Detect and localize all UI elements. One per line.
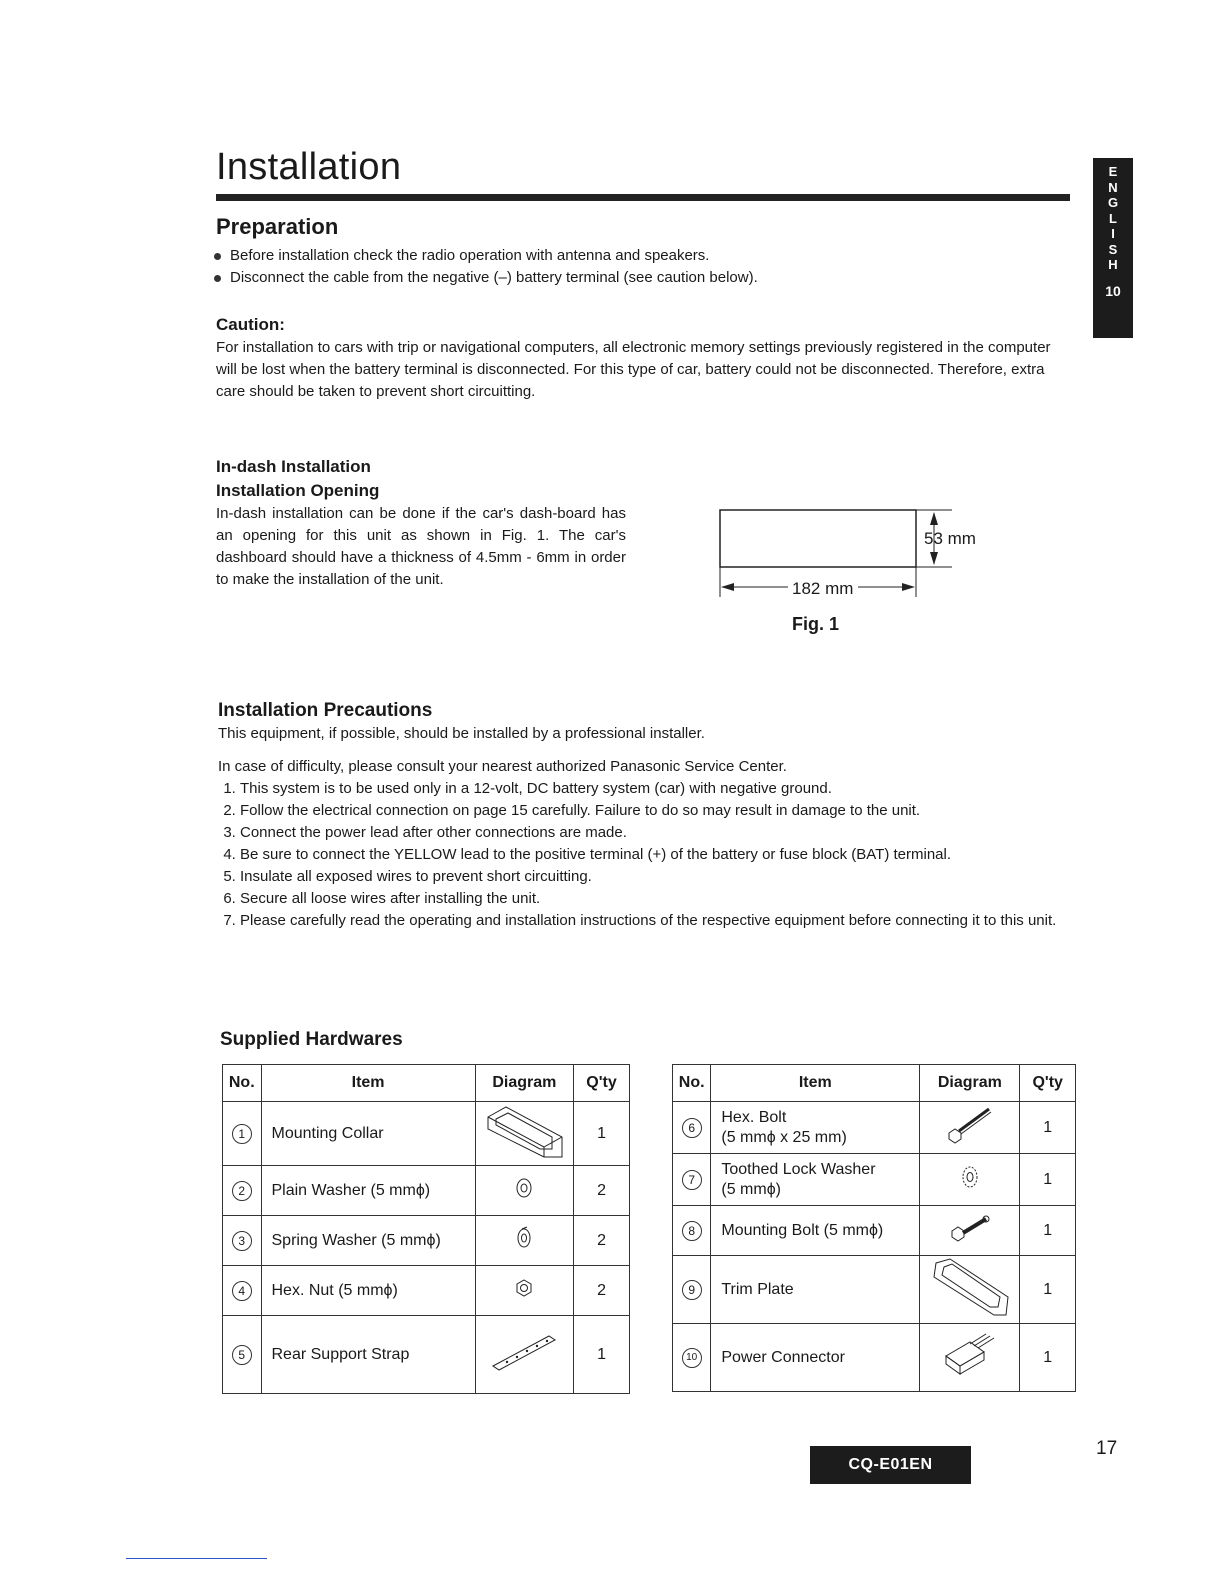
hex-nut-icon [475,1266,573,1316]
list-item: 3. Connect the power lead after other connections are made. [240,822,1080,844]
item-name: Plain Washer (5 mmϕ) [261,1166,475,1216]
item-name: Spring Washer (5 mmϕ) [261,1216,475,1266]
mounting-bolt-icon [920,1206,1020,1256]
figure-1 [712,505,1012,615]
item-qty: 2 [574,1266,630,1316]
support-strap-icon [475,1316,573,1394]
item-name: Mounting Collar [261,1102,475,1166]
bottom-rule [126,1558,267,1559]
indash-text: In-dash installation can be done if the car's dash-board has an opening for this unit as shown in Fig. 1. The car's dashboard should have a thickness of 4.5mm - 6mm in order to make the installation of the unit. [216,505,626,588]
item-name: Toothed Lock Washer (5 mmϕ) [711,1154,920,1206]
table-row [223,1266,630,1316]
item-number: 10 [682,1348,702,1368]
plain-washer-icon [475,1166,573,1216]
item-name: Mounting Bolt (5 mmϕ) [711,1206,920,1256]
height-label: 53 mm [924,529,976,548]
table-row [223,1166,630,1216]
precautions-intro: This equipment, if possible, should be installed by a professional installer. [218,725,705,742]
indash-heading: In-dash Installation [216,457,371,476]
list-item: 7. Please carefully read the operating and installation instructions of the respective equipment before connecting it to this unit. [240,910,1080,932]
table-row [673,1154,1076,1206]
preparation-heading: Preparation [216,214,339,239]
page-title: Installation [216,146,402,188]
spring-washer-icon [475,1216,573,1266]
table-row [223,1102,630,1166]
item-number: 7 [682,1170,702,1190]
model-number-badge: CQ-E01EN [810,1446,971,1484]
col-diagram: Diagram [475,1065,573,1102]
col-qty: Q'ty [574,1065,630,1102]
item-name: Power Connector [711,1324,920,1392]
caution-text: For installation to cars with trip or navigational computers, all electronic memory settings previously registered in the computer will be lost when the battery terminal is disconnected. For this type of car, battery could not be disconnected. Therefore, extra care should be taken to prevent short circuitting. [216,339,1051,400]
mounting-collar-icon [475,1102,573,1166]
hardware-heading: Supplied Hardwares [220,1029,403,1050]
table-header-row [673,1065,1076,1102]
list-item: 5. Insulate all exposed wires to prevent short circuitting. [240,866,1080,888]
opening-diagram [712,505,1012,615]
table-row [673,1256,1076,1324]
installation-opening-heading: Installation Opening [216,481,380,500]
language-letters: E N G L I S H [1107,164,1119,272]
table-row [673,1102,1076,1154]
table-header-row [223,1065,630,1102]
item-qty: 1 [1020,1102,1076,1154]
item-name: Rear Support Strap [261,1316,475,1394]
hex-bolt-icon [920,1102,1020,1154]
power-connector-icon [920,1324,1020,1392]
item-number: 9 [682,1280,702,1300]
item-name: Hex. Bolt (5 mmϕ x 25 mm) [711,1102,920,1154]
table-row [673,1324,1076,1392]
precautions-list [218,778,1080,932]
col-diagram: Diagram [920,1065,1020,1102]
list-item: 4. Be sure to connect the YELLOW lead to the positive terminal (+) of the battery or fuse block (BAT) terminal. [240,844,1080,866]
list-item: 2. Follow the electrical connection on page 15 carefully. Failure to do so may result in damage to the unit. [240,800,1080,822]
list-item: 1. This system is to be used only in a 12-volt, DC battery system (car) with negative ground. [240,778,1080,800]
item-qty: 1 [1020,1256,1076,1324]
list-item: Disconnect the cable from the negative (–) battery terminal (see caution below). [214,267,1074,289]
item-name: Hex. Nut (5 mmϕ) [261,1266,475,1316]
item-number: 1 [232,1124,252,1144]
list-item: 6. Secure all loose wires after installing the unit. [240,888,1080,910]
precautions-intro-2: In case of difficulty, please consult your nearest authorized Panasonic Service Center. [218,758,787,775]
lock-washer-icon [920,1154,1020,1206]
item-number: 3 [232,1231,252,1251]
item-number: 2 [232,1181,252,1201]
item-qty: 2 [574,1216,630,1266]
hardware-table-left [222,1064,630,1394]
trim-plate-icon [920,1256,1020,1324]
item-name: Trim Plate [711,1256,920,1324]
precautions-heading: Installation Precautions [218,700,433,721]
list-item: Before installation check the radio operation with antenna and speakers. [214,245,1074,267]
language-side-tab [1093,158,1133,338]
col-qty: Q'ty [1020,1065,1076,1102]
item-qty: 1 [1020,1206,1076,1256]
item-number: 4 [232,1281,252,1301]
item-qty: 1 [574,1316,630,1394]
figure-caption: Fig. 1 [792,614,840,634]
hardware-table-right [672,1064,1076,1392]
item-qty: 2 [574,1166,630,1216]
item-qty: 1 [574,1102,630,1166]
item-qty: 1 [1020,1324,1076,1392]
table-row [223,1316,630,1394]
col-no: No. [223,1065,262,1102]
preparation-list [214,245,1074,289]
width-label: 182 mm [792,579,854,598]
item-number: 5 [232,1345,252,1365]
col-item: Item [261,1065,475,1102]
caution-heading: Caution: [216,315,285,334]
col-item: Item [711,1065,920,1102]
table-row [673,1206,1076,1256]
item-qty: 1 [1020,1154,1076,1206]
title-rule [216,194,1070,201]
section-number: 10 [1105,282,1121,299]
page-number: 17 [1096,1438,1118,1459]
col-no: No. [673,1065,711,1102]
item-number: 6 [682,1118,702,1138]
table-row [223,1216,630,1266]
item-number: 8 [682,1221,702,1241]
